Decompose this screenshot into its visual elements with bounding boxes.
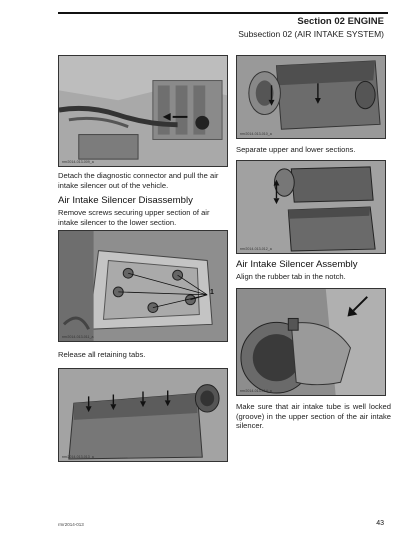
align-instruction: Align the rubber tab in the notch.: [236, 272, 346, 281]
footer-doc-code: rmr2014-013: [58, 522, 84, 527]
figure-code: rmr2014-013-014_a: [240, 389, 272, 393]
figure-retaining-tabs: [58, 368, 228, 462]
header-rule: [58, 12, 388, 14]
disassembly-heading: Air Intake Silencer Disassembly: [58, 195, 193, 206]
release-tabs-instruction: Release all retaining tabs.: [58, 350, 146, 359]
figure-code: rmr2014-013-013_a: [62, 455, 94, 459]
callout-1: 1: [210, 289, 214, 296]
page-number: 43: [376, 520, 384, 527]
figure-code: rmr2014-013-009_a: [62, 160, 94, 164]
figure-code: rmr2014-013-010_a: [240, 132, 272, 136]
locked-tube-instruction: Make sure that air intake tube is well locked (groove) in the upper section of the air intake silencer.: [236, 402, 391, 431]
figure-separate-top: [236, 55, 386, 139]
figure-code: rmr2014-013-011_a: [62, 335, 94, 339]
rubber-tab-photo: [237, 289, 385, 395]
assembly-heading: Air Intake Silencer Assembly: [236, 259, 358, 270]
figure-diagnostic-connector: [58, 55, 228, 167]
figure-silencer-screws: [58, 230, 228, 342]
detach-instruction: Detach the diagnostic connector and pull the air intake silencer out of the vehicle.: [58, 171, 219, 190]
figure-rubber-tab: [236, 288, 386, 396]
figure-separated-sections: [236, 160, 386, 254]
retaining-tabs-photo: [59, 369, 227, 461]
separate-instruction: Separate upper and lower sections.: [236, 145, 356, 154]
remove-screws-instruction: Remove screws securing upper section of air intake silencer to the lower section.: [58, 208, 210, 227]
section-title: Section 02 ENGINE: [297, 16, 384, 27]
separated-sections-photo: [237, 161, 385, 253]
figure-code: rmr2014-013-012_a: [240, 247, 272, 251]
subsection-title: Subsection 02 (AIR INTAKE SYSTEM): [238, 29, 384, 39]
separate-sections-photo: [237, 56, 385, 138]
engine-photo: [59, 56, 227, 166]
silencer-screws-photo: [59, 231, 227, 341]
